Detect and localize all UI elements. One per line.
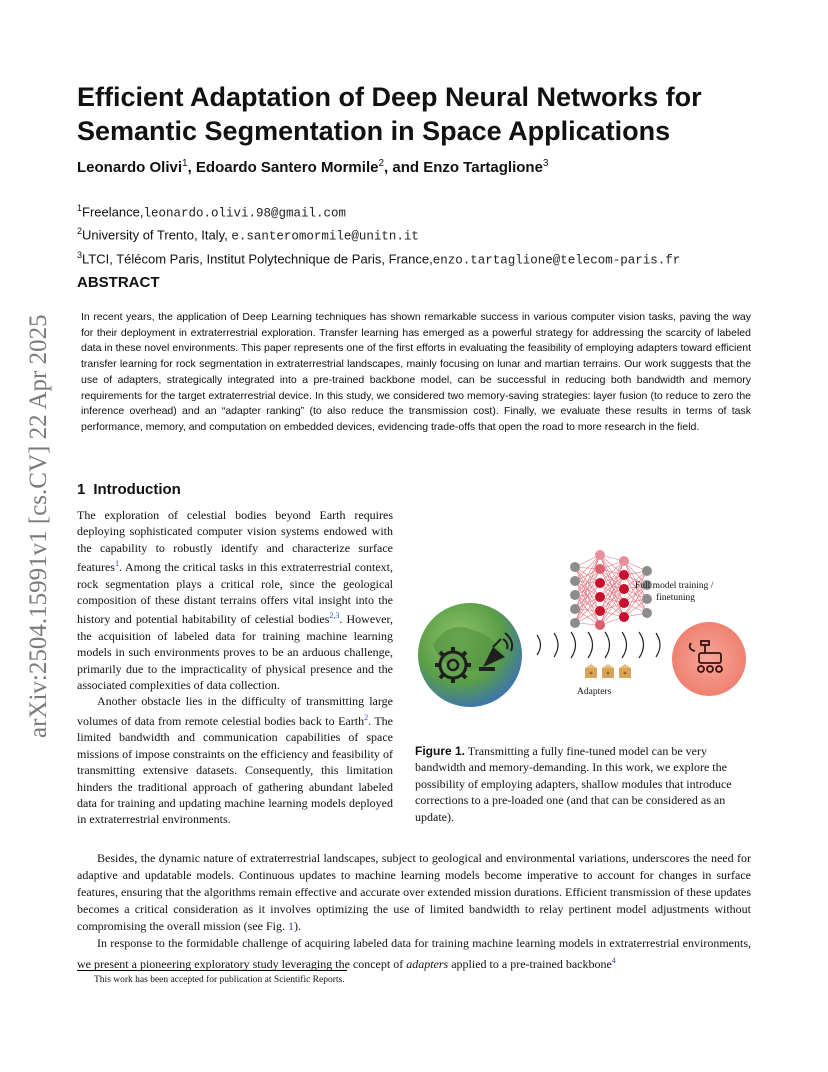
section-heading	[77, 481, 181, 498]
figure-illustration	[413, 535, 753, 735]
text-run: Besides, the dynamic nature of extraterrestrial landscapes, subject to geological and environmental variations, underscores the need for adaptive and updatable models. Continuous updates to machine learning models become imperative to account for changes in surface features, ensuring that the algorithms remain effective and accurate over extended mission durations. Efficient transmission of these updates becomes a critical consideration as it involves optimizing the use of limited bandwidth to relay pertinent model adjustments without compromising the overall mission (see Fig.	[77, 851, 751, 933]
node-gray	[570, 576, 580, 586]
citation-link[interactable]: 4	[611, 956, 616, 965]
author-mark: 3	[542, 158, 549, 169]
footnote: This work has been accepted for publication at Scientific Reports.	[94, 975, 345, 985]
node-gray	[570, 562, 580, 572]
label-finetuning: finetuning	[656, 593, 696, 603]
text-run: . Among the critical tasks in this extraterrestrial context, rock segmentation plays a critical role, since the geological composition of these distant terrains offers vital insight into the history and potential habitability of celestial bodies	[77, 560, 393, 627]
affiliation-list	[77, 199, 777, 269]
section-number: 1	[77, 481, 86, 498]
citation-link[interactable]: 2	[364, 712, 369, 722]
text-run: ).	[293, 919, 301, 933]
text-run: Another obstacle lies in the difficulty of transmitting large volumes of data from remote celestial bodies back to Earth	[77, 694, 393, 728]
node-red	[619, 584, 629, 594]
network-layer-output	[642, 566, 652, 618]
author-name: Leonardo Olivi	[77, 159, 183, 176]
author-mark: 2	[378, 158, 385, 169]
arxiv-stamp: arXiv:2504.15991v1 [cs.CV] 22 Apr 2025	[25, 314, 52, 738]
affiliation	[77, 222, 777, 245]
earth-globe-icon	[418, 603, 522, 707]
intro-left-column	[77, 507, 393, 828]
paragraph	[77, 507, 393, 693]
label-full-model: Full model training /	[635, 581, 714, 591]
affiliation-mark: 1	[77, 203, 83, 213]
figure-caption	[415, 743, 755, 825]
author-list	[77, 158, 767, 176]
affiliation-text: Freelance,	[82, 204, 144, 220]
node-gray	[570, 604, 580, 614]
paragraph	[77, 693, 393, 827]
affiliation-email[interactable]: e.santeromormile@unitn.it	[231, 229, 419, 244]
footnote-rule	[77, 970, 347, 971]
text-run: In response to the formidable challenge of acquiring labeled data for training machine learning models in extraterrestrial environments, we present a pioneering exploratory study leveraging the concept of	[77, 936, 751, 971]
node-gray	[642, 594, 652, 604]
affiliation	[77, 199, 777, 222]
adapter-boxes-icon	[585, 664, 631, 678]
transmission-waves	[537, 632, 660, 658]
caption-label: Figure 1.	[415, 744, 466, 758]
citation-link[interactable]: 2,3	[329, 611, 340, 621]
node-red	[595, 564, 605, 574]
emphasis: adapters	[406, 957, 449, 971]
intro-full-width	[77, 850, 751, 973]
node-gray	[570, 618, 580, 628]
mars-planet-icon	[672, 622, 746, 696]
paragraph	[77, 935, 751, 973]
text-run: . However, the acquisition of labeled data for training machine learning models in such environments proves to be an arduous challenge, primarily due to the impracticality of physical presence and the associated complexities of data collection.	[77, 612, 393, 693]
author-mark: 1	[182, 158, 188, 169]
affiliation-mark: 2	[77, 226, 83, 237]
figure-link[interactable]: 1	[287, 919, 294, 933]
node-gray	[570, 590, 580, 600]
node-gray	[642, 566, 652, 576]
author-separator: , and	[384, 159, 424, 176]
affiliation	[77, 246, 777, 269]
node-red	[595, 550, 605, 560]
affiliation-email[interactable]: enzo.tartaglione@telecom-paris.fr	[432, 252, 681, 267]
citation-link[interactable]: 1	[114, 559, 119, 569]
node-red	[619, 570, 629, 580]
affiliation-text: University of Trento, Italy,	[82, 227, 232, 243]
node-red	[619, 556, 629, 566]
paragraph	[77, 850, 751, 935]
caption-text: Transmitting a fully fine-tuned model can be very bandwidth and memory-demanding. In this work, we explore the possibility of employing adapters, shallow modules that introduce corrections to a pre-loaded one (and that can be considered as an update).	[415, 744, 732, 824]
affiliation-email[interactable]: leonardo.olivi.98@gmail.com	[143, 206, 346, 221]
node-red	[595, 592, 605, 602]
node-red	[595, 606, 605, 616]
section-title: Introduction	[93, 481, 181, 498]
node-red	[595, 620, 605, 630]
node-red	[595, 578, 605, 588]
author-name: Edoardo Santero Mormile	[195, 159, 379, 176]
node-red	[619, 612, 629, 622]
text-run: . The limited bandwidth and communication capabilities of space missions of impose constraints on the efficiency and feasibility of transmitting extensive datasets. Consequently, this limitation hinders the traditional approach of gathering abundant labeled data for training and updating machine learning models deployed in extraterrestrial environments.	[77, 713, 393, 827]
author-name: Enzo Tartaglione	[423, 159, 543, 176]
text-run: The exploration of celestial bodies beyond Earth requires deploying sophisticated computer vision systems endowed with the capability to robustly identify and characterize surface features	[77, 508, 393, 575]
text-run: applied to a pre-trained backbone	[448, 957, 612, 971]
affiliation-text: LTCI, Télécom Paris, Institut Polytechnique de Paris, France,	[82, 250, 433, 266]
label-adapters: Adapters	[577, 687, 612, 697]
abstract-body: In recent years, the application of Deep Learning techniques has shown remarkable success in various computer vision tasks, paving the way for their deployment in extraterrestrial exploration. Transfer learning has emerged as a powerful strategy for addressing the scarcity of labeled data in these novel environments. This paper represents one of the first efforts in evaluating the feasibility of employing adapters toward efficient transfer learning for rock segmentation in extraterrestrial landscapes, mainly focusing on lunar and martian terrains. Our work suggests that the use of adapters, strategically integrated into a pre-trained backbone model, can be successful in reducing both bandwidth and memory requirements for the target extraterrestrial device. In this study, we considered two memory-saving strategies: layer fusion (to reduce to zero the inference overhead) and an “adapter ranking” (to also reduce the transmission cost). Finally, we evaluate these results in terms of task performance, memory, and computation on embedded devices, evidencing trade-offs that open the road to more research in the field.	[81, 311, 751, 433]
node-red	[619, 598, 629, 608]
network-layer-input	[570, 562, 580, 628]
paper-title: Efficient Adaptation of Deep Neural Networks for Semantic Segmentation in Space Applications	[77, 82, 702, 146]
abstract-heading: ABSTRACT	[77, 274, 160, 291]
affiliation-mark: 3	[77, 249, 83, 260]
node-gray	[642, 608, 652, 618]
author-separator: ,	[187, 159, 196, 176]
